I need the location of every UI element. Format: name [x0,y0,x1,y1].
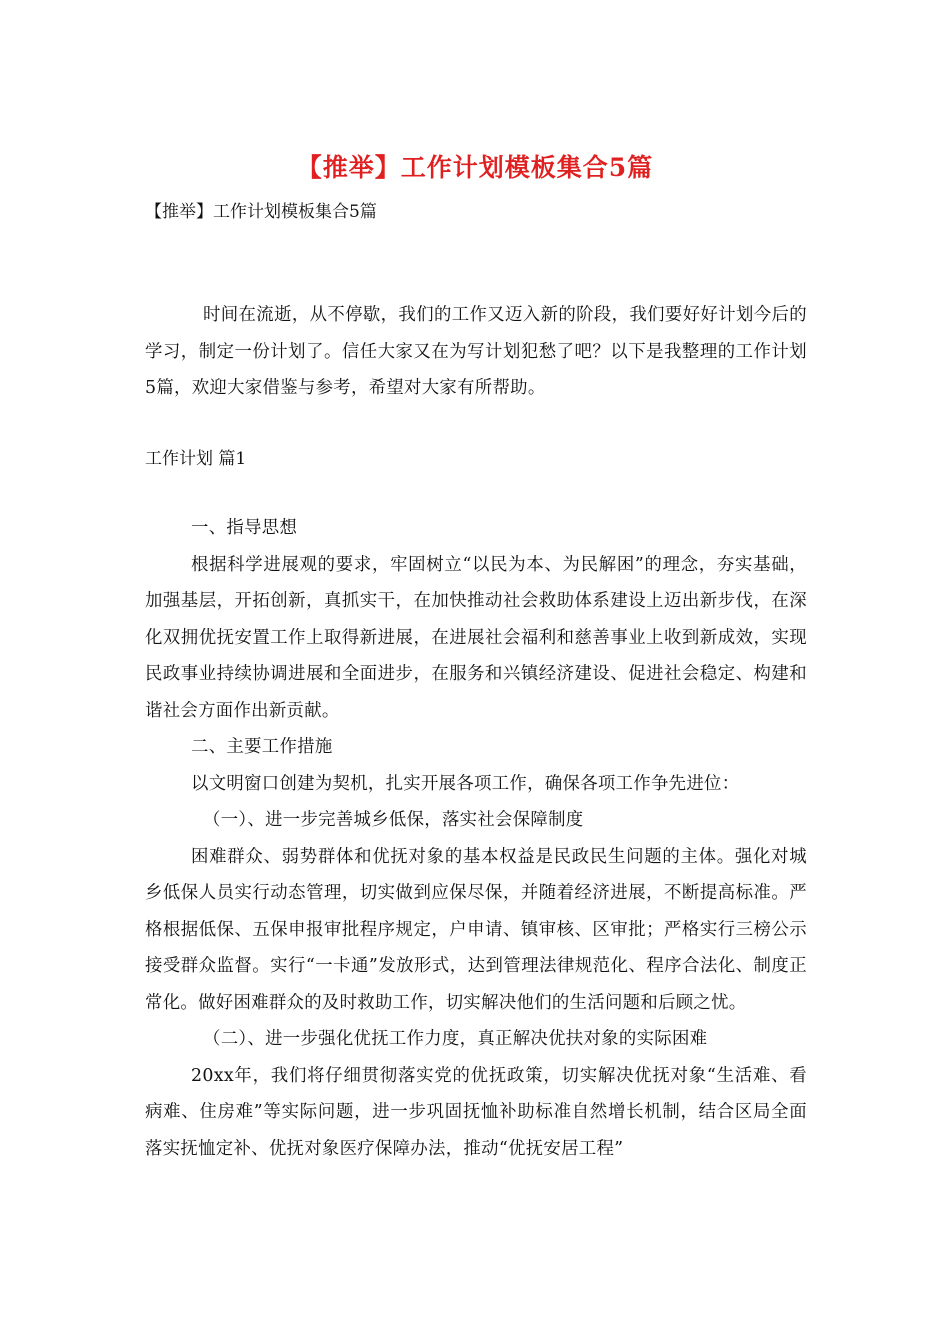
section-heading: 工作计划 篇1 [145,449,247,469]
heading-guiding-ideology: 一、指导思想 [191,518,298,538]
paragraph-preferential-care: 20xx年，我们将仔细贯彻落实党的优抚政策，切实解决优抚对象“生活难、看病难、住房难”等实际问题，进一步巩固抚恤补助标准自然增长机制，结合区局全面落实抚恤定补、优抚对象医疗保障办法，推动“优抚安居工程” [145,1065,807,1159]
subheading-low-income-security: （一）、进一步完善城乡低保，落实社会保障制度 [203,810,584,830]
intro-block [145,297,807,407]
subheading-preferential-care: （二）、进一步强化优抚工作力度，真正解决优扶对象的实际困难 [203,1029,708,1049]
paragraph-measures-intro: 以文明窗口创建为契机，扎实开展各项工作，确保各项工作争先进位： [191,773,740,794]
heading-main-measures: 二、主要工作措施 [191,737,333,757]
document-title: 【推举】工作计划模板集合5篇 [296,153,654,182]
main-content [145,510,807,1167]
paragraph-guiding-ideology: 根据科学进展观的要求，牢固树立“以民为本、为民解困”的理念，夯实基础，加强基层，开拓创新，真抓实干，在加快推动社会救助体系建设上迈出新步伐，在深化双拥优抚安置工作上取得新进展，在进展社会福利和慈善事业上收到新成效，实现民政事业持续协调进展和全面进步，在服务和兴镇经济建设、促进社会稳定、构建和谐社会方面作出新贡献。 [145,554,807,721]
document-subtitle: 【推举】工作计划模板集合5篇 [145,202,377,222]
intro-paragraph: 时间在流逝，从不停歇，我们的工作又迈入新的阶段，我们要好好计划今后的学习，制定一份计划了。信任大家又在为写计划犯愁了吧？以下是我整理的工作计划5篇，欢迎大家借鉴与参考，希望对大家有所帮助。 [145,305,807,398]
paragraph-low-income-security: 困难群众、弱势群体和优抚对象的基本权益是民政民生问题的主体。强化对城乡低保人员实行动态管理，切实做到应保尽保，并随着经济进展，不断提高标准。严格根据低保、五保申报审批程序规定，户申请、镇审核、区审批；严格实行三榜公示接受群众监督。实行“一卡通”发放形式，达到管理法律规范化、程序合法化、制度正常化。做好困难群众的及时救助工作，切实解决他们的生活问题和后顾之忧。 [145,846,807,1013]
